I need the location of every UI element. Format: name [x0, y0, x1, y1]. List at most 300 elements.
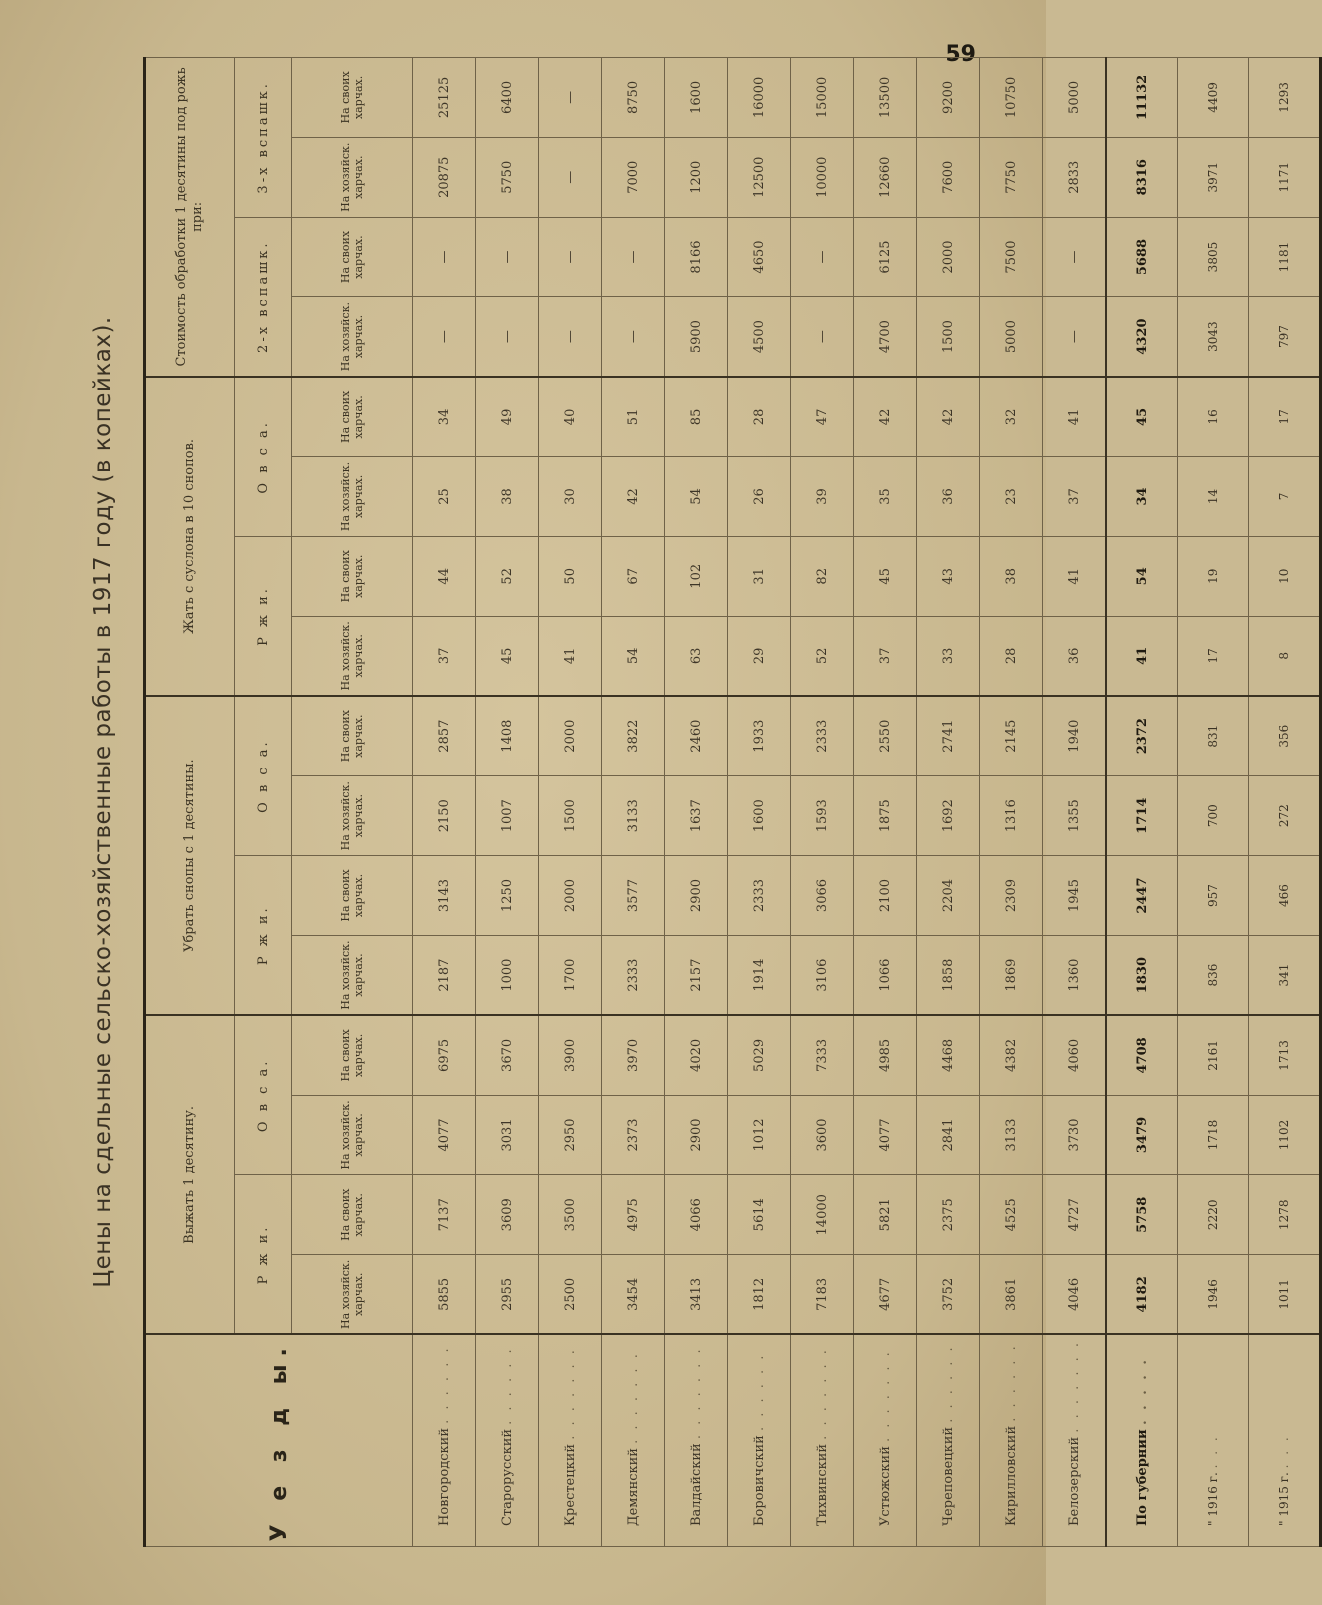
previous-year-row: [1249, 58, 1321, 1547]
uezd-column-header: У е з д ы.: [145, 1335, 413, 1547]
leader-dots: . . . . . .: [436, 1345, 452, 1424]
price-cell: 1858: [917, 935, 980, 1015]
leaf-header-owner-food: На хозяйск. харчах.: [292, 137, 413, 217]
price-cell: 4708: [1106, 1015, 1178, 1095]
group-header-tillage-cost: Стоимость обработки 1 десятины под рожь при:: [145, 58, 235, 377]
price-cell: 5614: [728, 1175, 791, 1255]
price-cell: 2000: [539, 856, 602, 936]
leader-dots: . . . . . .: [499, 1346, 515, 1425]
price-cell: 3670: [476, 1015, 539, 1095]
previous-year-row: [1178, 58, 1249, 1547]
price-cell: 8166: [665, 217, 728, 297]
price-cell: 67: [602, 536, 665, 616]
price-cell: 38: [980, 536, 1043, 616]
price-cell: 8316: [1106, 137, 1178, 217]
price-cell: 1869: [980, 935, 1043, 1015]
price-cell: 4020: [665, 1015, 728, 1095]
leader-dots: . . . . . . .: [688, 1346, 704, 1440]
uezd-name: [980, 1335, 1043, 1547]
price-cell: 3043: [1178, 297, 1249, 377]
price-cell: 4975: [602, 1175, 665, 1255]
price-cell: 1360: [1043, 935, 1107, 1015]
price-cell: 3600: [791, 1095, 854, 1175]
uezd-name-text: Крестецкий: [562, 1439, 578, 1526]
price-cell: 3413: [665, 1255, 728, 1335]
uezd-name-text: Валдайский: [688, 1439, 704, 1526]
price-cell: 30: [539, 457, 602, 537]
price-cell: 4077: [854, 1095, 917, 1175]
price-cell: 2375: [917, 1175, 980, 1255]
price-cell: 41: [1106, 616, 1178, 696]
price-cell: 7183: [791, 1255, 854, 1335]
price-cell: 37: [854, 616, 917, 696]
price-cell: 3106: [791, 935, 854, 1015]
leader-dots: . . . . . . .: [814, 1347, 830, 1440]
uezd-name: [1106, 1335, 1178, 1547]
price-cell: 1500: [539, 776, 602, 856]
group-header-gather: Убрать снопы с 1 десятины.: [145, 696, 235, 1015]
price-cell: 1102: [1249, 1095, 1321, 1175]
price-cell: 3971: [1178, 137, 1249, 217]
uezd-name-text: Череповецкий: [940, 1422, 956, 1526]
price-cell: 3730: [1043, 1095, 1107, 1175]
price-cell: 42: [854, 377, 917, 457]
price-cell: 2145: [980, 696, 1043, 776]
price-cell: 3133: [602, 776, 665, 856]
price-cell: 54: [602, 616, 665, 696]
price-cell: 4046: [1043, 1255, 1107, 1335]
price-cell: 63: [665, 616, 728, 696]
price-cell: 7500: [980, 217, 1043, 297]
price-cell: 6975: [413, 1015, 476, 1095]
price-cell: 1946: [1178, 1255, 1249, 1335]
price-cell: 7600: [917, 137, 980, 217]
uezd-name: [476, 1335, 539, 1547]
price-cell: 34: [1106, 457, 1178, 537]
price-cell: 2900: [665, 856, 728, 936]
uezd-name-text: Белозерский: [1066, 1432, 1082, 1526]
leaf-header-own-food: На своих харчах.: [292, 1015, 413, 1095]
price-cell: 31: [728, 536, 791, 616]
price-cell: 1700: [539, 935, 602, 1015]
rotated-table-container: [73, 52, 1291, 1552]
price-cell: 45: [476, 616, 539, 696]
price-cell: 37: [1043, 457, 1107, 537]
price-cell: 7333: [791, 1015, 854, 1095]
table-row: [539, 58, 602, 1547]
price-cell: 3500: [539, 1175, 602, 1255]
price-cell: 1200: [665, 137, 728, 217]
price-cell: 1500: [917, 297, 980, 377]
price-cell: 2447: [1106, 856, 1178, 936]
price-cell: 10: [1249, 536, 1321, 616]
price-cell: 45: [1106, 377, 1178, 457]
price-cell: 26: [728, 457, 791, 537]
price-cell: —: [602, 217, 665, 297]
price-cell: 1875: [854, 776, 917, 856]
price-cell: 17: [1249, 377, 1321, 457]
price-cell: 54: [1106, 536, 1178, 616]
price-cell: 43: [917, 536, 980, 616]
uezd-name: [665, 1335, 728, 1547]
table-row: [476, 58, 539, 1547]
price-cell: 36: [1043, 616, 1107, 696]
uezd-name: [1043, 1335, 1107, 1547]
leader-dots: . . . . . . .: [562, 1347, 578, 1440]
price-cell: 5758: [1106, 1175, 1178, 1255]
table-row: [413, 58, 476, 1547]
price-cell: 1600: [665, 58, 728, 138]
price-cell: 3805: [1178, 217, 1249, 297]
price-cell: 1637: [665, 776, 728, 856]
price-cell: 1278: [1249, 1175, 1321, 1255]
price-cell: 3970: [602, 1015, 665, 1095]
price-cell: 2157: [665, 935, 728, 1015]
price-cell: 41: [539, 616, 602, 696]
uezd-name-text: Демянский: [625, 1443, 641, 1526]
price-cell: 2161: [1178, 1015, 1249, 1095]
price-cell: 4700: [854, 297, 917, 377]
price-cell: 3454: [602, 1255, 665, 1335]
price-cell: 4525: [980, 1175, 1043, 1255]
group-header-sheaf: Жать с суслона в 10 снопов.: [145, 377, 235, 696]
price-cell: 2000: [917, 217, 980, 297]
price-cell: 2550: [854, 696, 917, 776]
price-cell: 1830: [1106, 935, 1178, 1015]
leaf-header-row: [292, 58, 413, 1547]
uezd-name: [1249, 1335, 1321, 1547]
sub-header-three-plowings: 3-х вспашк.: [235, 58, 292, 218]
price-cell: 2950: [539, 1095, 602, 1175]
price-cell: 19: [1178, 536, 1249, 616]
price-cell: 1600: [728, 776, 791, 856]
price-cell: —: [413, 297, 476, 377]
price-cell: 32: [980, 377, 1043, 457]
leaf-header-own-food: На своих харчах.: [292, 696, 413, 776]
price-cell: 8750: [602, 58, 665, 138]
uezd-name: [728, 1335, 791, 1547]
price-cell: 39: [791, 457, 854, 537]
price-cell: 13500: [854, 58, 917, 138]
price-cell: 5029: [728, 1015, 791, 1095]
price-cell: —: [791, 217, 854, 297]
price-cell: 3066: [791, 856, 854, 936]
price-cell: 29: [728, 616, 791, 696]
price-cell: 1940: [1043, 696, 1107, 776]
price-cell: 3900: [539, 1015, 602, 1095]
price-cell: 4985: [854, 1015, 917, 1095]
price-cell: 41: [1043, 536, 1107, 616]
uezd-name: [791, 1335, 854, 1547]
price-cell: 34: [413, 377, 476, 457]
price-cell: 52: [791, 616, 854, 696]
price-cell: —: [539, 137, 602, 217]
leader-dots: . . . . . .: [940, 1344, 956, 1423]
price-cell: 6125: [854, 217, 917, 297]
price-cell: 14: [1178, 457, 1249, 537]
price-cell: 15000: [791, 58, 854, 138]
price-cell: 2857: [413, 696, 476, 776]
price-cell: 1718: [1178, 1095, 1249, 1175]
price-cell: 5000: [980, 297, 1043, 377]
price-cell: 2955: [476, 1255, 539, 1335]
uezd-name-text: " 1915 г.: [1277, 1468, 1291, 1526]
price-cell: 41: [1043, 377, 1107, 457]
price-cell: 2333: [728, 856, 791, 936]
price-cell: 7750: [980, 137, 1043, 217]
table-row: [665, 58, 728, 1547]
price-cell: —: [539, 58, 602, 138]
uezd-name: [917, 1335, 980, 1547]
price-cell: 5000: [1043, 58, 1107, 138]
sub-header-oats: О в с а.: [235, 1015, 292, 1175]
price-cell: —: [539, 297, 602, 377]
price-cell: 35: [854, 457, 917, 537]
price-cell: 5900: [665, 297, 728, 377]
price-cell: 1355: [1043, 776, 1107, 856]
price-cell: 356: [1249, 696, 1321, 776]
leaf-header-own-food: На своих харчах.: [292, 1175, 413, 1255]
price-cell: 16000: [728, 58, 791, 138]
price-cell: 2187: [413, 935, 476, 1015]
price-cell: 4500: [728, 297, 791, 377]
price-cell: 5688: [1106, 217, 1178, 297]
leaf-header-owner-food: На хозяйск. харчах.: [292, 935, 413, 1015]
price-cell: 3133: [980, 1095, 1043, 1175]
leader-dots: . . . . . .: [751, 1352, 767, 1432]
price-cell: 14000: [791, 1175, 854, 1255]
price-cell: —: [476, 217, 539, 297]
leaf-header-own-food: На своих харчах.: [292, 856, 413, 936]
price-cell: 3609: [476, 1175, 539, 1255]
page-number: 59: [945, 42, 976, 67]
price-cell: 82: [791, 536, 854, 616]
sub-header-rye: Р ж и.: [235, 1175, 292, 1335]
price-cell: 47: [791, 377, 854, 457]
price-cell: 1713: [1249, 1015, 1321, 1095]
price-cell: 1692: [917, 776, 980, 856]
price-cell: 1714: [1106, 776, 1178, 856]
price-cell: 10000: [791, 137, 854, 217]
price-cell: 831: [1178, 696, 1249, 776]
price-cell: 20875: [413, 137, 476, 217]
leaf-header-owner-food: На хозяйск. харчах.: [292, 1095, 413, 1175]
price-cell: 51: [602, 377, 665, 457]
price-cell: —: [602, 297, 665, 377]
price-cell: 16: [1178, 377, 1249, 457]
price-cell: 2741: [917, 696, 980, 776]
uezd-name-text: Кирилловский: [1003, 1421, 1019, 1526]
price-cell: 5750: [476, 137, 539, 217]
price-cell: 25125: [413, 58, 476, 138]
price-cell: 12660: [854, 137, 917, 217]
price-cell: 3861: [980, 1255, 1043, 1335]
leaf-header-own-food: На своих харчах.: [292, 377, 413, 457]
table-body: [413, 58, 1321, 1547]
price-cell: 1007: [476, 776, 539, 856]
uezd-name: [413, 1335, 476, 1547]
price-cell: 1000: [476, 935, 539, 1015]
price-cell: 3752: [917, 1255, 980, 1335]
price-cell: —: [539, 217, 602, 297]
price-cell: —: [791, 297, 854, 377]
price-cell: 1914: [728, 935, 791, 1015]
price-cell: 2204: [917, 856, 980, 936]
uezd-name: [854, 1335, 917, 1547]
price-cell: 42: [602, 457, 665, 537]
price-cell: —: [1043, 217, 1107, 297]
price-cell: 1250: [476, 856, 539, 936]
price-cell: 1933: [728, 696, 791, 776]
price-cell: 2833: [1043, 137, 1107, 217]
price-cell: 8: [1249, 616, 1321, 696]
price-cell: 54: [665, 457, 728, 537]
uezd-name: [602, 1335, 665, 1547]
leaf-header-owner-food: На хозяйск. харчах.: [292, 616, 413, 696]
price-cell: 797: [1249, 297, 1321, 377]
prices-table: [143, 57, 1322, 1547]
price-cell: 1408: [476, 696, 539, 776]
sub-header-rye: Р ж и.: [235, 856, 292, 1016]
price-cell: 1812: [728, 1255, 791, 1335]
price-cell: 11132: [1106, 58, 1178, 138]
price-cell: 4677: [854, 1255, 917, 1335]
table-row: [602, 58, 665, 1547]
price-cell: 4409: [1178, 58, 1249, 138]
leader-dots: . . . . . . .: [1066, 1339, 1082, 1433]
price-cell: 50: [539, 536, 602, 616]
sub-header-rye: Р ж и.: [235, 536, 292, 696]
uezd-name-text: Тихвинский: [814, 1439, 830, 1526]
price-cell: 1012: [728, 1095, 791, 1175]
leader-dots: . . .: [1206, 1434, 1220, 1469]
price-cell: 5855: [413, 1255, 476, 1335]
price-cell: 2309: [980, 856, 1043, 936]
price-cell: 42: [917, 377, 980, 457]
price-cell: 1066: [854, 935, 917, 1015]
price-cell: 341: [1249, 935, 1321, 1015]
price-cell: 7137: [413, 1175, 476, 1255]
price-cell: 10750: [980, 58, 1043, 138]
price-cell: 1293: [1249, 58, 1321, 138]
price-cell: 1171: [1249, 137, 1321, 217]
price-cell: —: [476, 297, 539, 377]
price-cell: 23: [980, 457, 1043, 537]
table-row: [791, 58, 854, 1547]
leaf-header-own-food: На своих харчах.: [292, 58, 413, 138]
price-cell: 957: [1178, 856, 1249, 936]
price-cell: 2220: [1178, 1175, 1249, 1255]
price-cell: 4382: [980, 1015, 1043, 1095]
price-cell: 4727: [1043, 1175, 1107, 1255]
price-cell: —: [413, 217, 476, 297]
price-cell: 36: [917, 457, 980, 537]
price-cell: 4066: [665, 1175, 728, 1255]
table-row: [980, 58, 1043, 1547]
price-cell: 2000: [539, 696, 602, 776]
leader-dots: . . . . . . .: [877, 1349, 893, 1442]
uezd-name-text: Новгородский: [436, 1423, 452, 1526]
sub-header-oats: О в с а.: [235, 696, 292, 856]
price-cell: 2460: [665, 696, 728, 776]
price-cell: 3577: [602, 856, 665, 936]
leaf-header-owner-food: На хозяйск. харчах.: [292, 457, 413, 537]
price-cell: 1181: [1249, 217, 1321, 297]
price-cell: 272: [1249, 776, 1321, 856]
table-row: [854, 58, 917, 1547]
price-cell: 45: [854, 536, 917, 616]
table-row: [917, 58, 980, 1547]
price-cell: 52: [476, 536, 539, 616]
price-cell: 3822: [602, 696, 665, 776]
province-total-row: [1106, 58, 1178, 1547]
price-cell: 25: [413, 457, 476, 537]
table-row: [1043, 58, 1107, 1547]
table-title: Цены на сдельные сельско-хозяйственные работы в 1917 году (в копейках).: [90, 316, 116, 1288]
price-cell: 3143: [413, 856, 476, 936]
leader-dots: . . .: [1277, 1434, 1291, 1469]
price-cell: 4077: [413, 1095, 476, 1175]
leaf-header-owner-food: На хозяйск. харчах.: [292, 1255, 413, 1335]
price-cell: 4060: [1043, 1015, 1107, 1095]
price-cell: 3031: [476, 1095, 539, 1175]
sub-header-two-plowings: 2-х вспашк.: [235, 217, 292, 377]
group-header-reap: Выжать 1 десятину.: [145, 1015, 235, 1334]
price-cell: 4650: [728, 217, 791, 297]
uezd-name: [539, 1335, 602, 1547]
price-cell: 102: [665, 536, 728, 616]
leaf-header-own-food: На своих харчах.: [292, 536, 413, 616]
price-cell: 1316: [980, 776, 1043, 856]
leaf-header-owner-food: На хозяйск. харчах.: [292, 776, 413, 856]
price-cell: 9200: [917, 58, 980, 138]
price-cell: 2373: [602, 1095, 665, 1175]
uezd-name: [1178, 1335, 1249, 1547]
leader-dots: . . . . . .: [1003, 1343, 1019, 1422]
price-cell: 38: [476, 457, 539, 537]
price-cell: 1593: [791, 776, 854, 856]
sub-header-oats: О в с а.: [235, 377, 292, 537]
price-cell: 85: [665, 377, 728, 457]
uezd-name-text: Устюжский: [877, 1441, 893, 1526]
price-cell: —: [1043, 297, 1107, 377]
price-cell: 37: [413, 616, 476, 696]
price-cell: 466: [1249, 856, 1321, 936]
leader-dots: . . . . . . .: [625, 1351, 641, 1444]
price-cell: 1945: [1043, 856, 1107, 936]
uezd-name-text: Старорусский: [499, 1424, 515, 1526]
price-cell: 12500: [728, 137, 791, 217]
price-cell: 28: [728, 377, 791, 457]
price-cell: 2333: [791, 696, 854, 776]
price-cell: 2500: [539, 1255, 602, 1335]
price-cell: 836: [1178, 935, 1249, 1015]
price-cell: 44: [413, 536, 476, 616]
price-cell: 2841: [917, 1095, 980, 1175]
price-cell: 4320: [1106, 297, 1178, 377]
price-cell: 4468: [917, 1015, 980, 1095]
price-cell: 33: [917, 616, 980, 696]
price-cell: 4182: [1106, 1255, 1178, 1335]
price-cell: 2333: [602, 935, 665, 1015]
leader-dots: . . . . .: [1134, 1357, 1150, 1425]
uezd-name-text: Боровичский: [751, 1431, 767, 1526]
price-cell: 3479: [1106, 1095, 1178, 1175]
price-cell: 5821: [854, 1175, 917, 1255]
leaf-header-owner-food: На хозяйск. харчах.: [292, 297, 413, 377]
leaf-header-own-food: На своих харчах.: [292, 217, 413, 297]
price-cell: 1011: [1249, 1255, 1321, 1335]
